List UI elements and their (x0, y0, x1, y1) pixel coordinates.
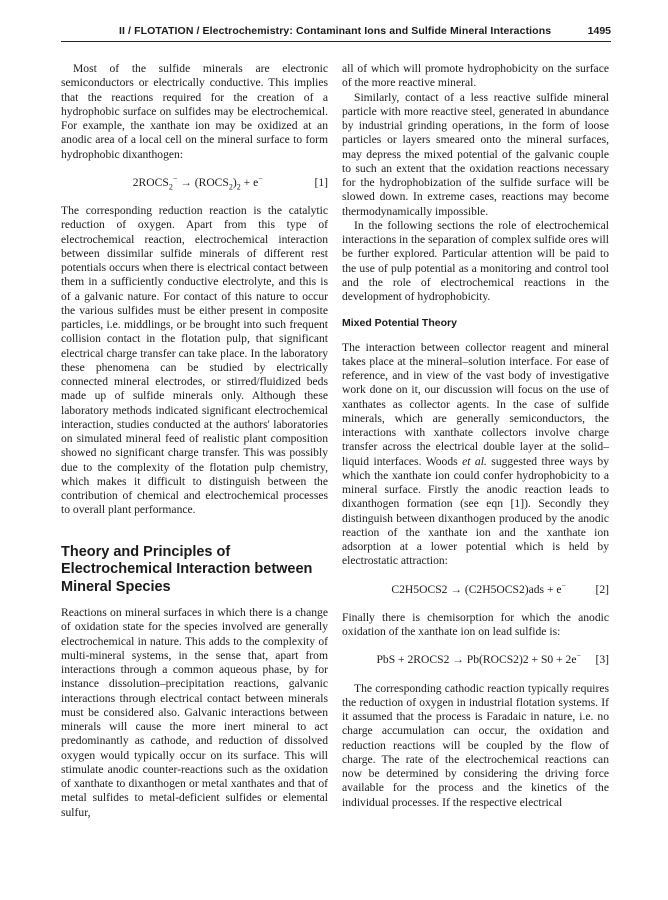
paragraph: Most of the sulfide minerals are electronic semiconductors or electrically conductive. This implies that the reactions required for the creation of a hydrophobic surface on sulfides may be electrochemical. For example, the xanthate ion may be oxidized at an anodic area of a local cell on the mineral surface to form hydrophobic dixanthogen: (61, 62, 328, 161)
eq2-text: C2H5OCS2 → (C2H5OCS2)ads + e (391, 582, 562, 596)
eq3-text: PbS + 2ROCS2 → Pb(ROCS2)2 + S0 + 2e (376, 653, 577, 667)
eq1-rhs: (ROCS (194, 175, 229, 189)
et-al: et al. (462, 454, 487, 468)
paragraph: Reactions on mineral surfaces in which there is a change of oxidation state for the species involved are generally electrochemical in nature. This adds to the complexity of multi-mineral systems, in the sense that, apart from interactions through a common aqueous phase, by for instance dissolution–precipitation reactions, galvanic interactions through electrical contact between minerals must be considered also. Galvanic interactions between minerals will cause the more inert mineral to act predominantly as cathode, and reduction of dissolved oxygen would typically occur on its surface. This will stimulate anodic counter-reactions such as the oxidation of xanthate to dixanthogen or metal xanthates and that of metal sulfides to metal-deficient sulfides or elemental sulfur, (61, 606, 328, 819)
paragraph: Finally there is chemisorption for which the anodic oxidation of the xanthate ion on lead sulfide is: (342, 610, 609, 638)
subsection-heading: Mixed Potential Theory (342, 317, 457, 330)
paragraph: The corresponding reduction reaction is the catalytic reduction of oxygen. Apart from this type of electrochemical reaction, electrochemical interaction between dissimilar sulfide minerals of different rest potentials occurs when there is electrical contact between them in a sufficiently conductive electrolyte, and this is of a galvanic nature. For contact of this nature to occur the various sulfides must be either present in composite particles, i.e. middlings, or be brought into such frequent collision contact in the flotation pulp, that significant electrical charge transfer can take place. In the laboratory these phenomena can be studied by electrically connected mineral electrodes, or stirred/fluidized beds made up of sulfide minerals only. Although these laboratory methods indicated significant electrochemical interaction, studies conducted at the authors' laboratories on simulated mineral feed of realistic plant composition showed no significant charge transfer. This was possibly due to the complexity of the flotation pulp chemistry, which makes it difficult to distinguish between the contribution of chemical and electrochemical processes to overall plant performance. (61, 204, 328, 517)
paragraph-part: suggested three ways by which the xanthate ion could confer hydrophobicity to a mineral surface. Firstly the anodic reaction leads to dixanthogen formation (see eqn [1]). Secondly they distinguish between dixanthogen produced by the anodic reaction of the xanthate ion and the xanthate ion adsorption at a lower potential which is held by electrostatic attraction: (342, 454, 609, 568)
equation-3-expression: PbS + 2ROCS2 → Pb(ROCS2)2 + S0 + 2e− (376, 651, 581, 667)
paragraph-part: The interaction between collector reagent and mineral takes place at the mineral–solution interface. For ease of reference, and in view of the vast body of investigative work done on it, our discussion will focus on the use of xanthates as collector agents. In the case of sulfide minerals, which are generally semiconductors, the interactions with xanthate collectors involve charge transfer across the electrical double layer at the solid–liquid interfaces. Woods (342, 340, 609, 468)
running-header (61, 25, 611, 43)
equation-2-expression: C2H5OCS2 → (C2H5OCS2)ads + e− (391, 580, 567, 596)
paragraph: The corresponding cathodic reaction typically requires the reduction of oxygen in industrial flotation systems. If it assumed that the process is Faradaic in nature, i.e. no charge accumulation can occur, the oxidation and reduction reactions will be coupled by the flow of charge. The rate of the electrochemical reactions can now be determined by considering the driving force available for the process and the kinetics of the individual processes. If the respective electrical (342, 681, 609, 809)
equation-2 (342, 580, 609, 597)
page-number: 1495 (587, 25, 611, 37)
equation-3-number: [3] (595, 653, 609, 667)
equation-1 (61, 173, 328, 192)
eq1-tail: + e (240, 175, 259, 189)
equation-1-expression: $2ROCS_2^-$ → $(ROCS_2)_2 + e^-$ (132, 173, 263, 192)
equation-1-number: [1] (314, 175, 328, 189)
paragraph: Similarly, contact of a less reactive sulfide mineral particle with more reactive steel, generated in abundance by industrial grinding operations, in the form of loose particles or layers smeared onto the mineral surfaces, may depress the mixed potential of the galvanic couple to such an extent that the oxidation reactions necessary for the hydrophobization of the sulfide surface will be slowed down. In extreme cases, reactions may become thermodynamically impossible. (342, 90, 609, 218)
eq1-lhs: 2ROCS (132, 175, 169, 189)
paragraph: In the following sections the role of electrochemical interactions in the separation of complex sulfide ores will be further explored. Particular attention will be paid to the use of pulp potential as a monitoring and control tool and the role of electrochemical reactions in the development of hydrophobicity. (342, 218, 609, 303)
equation-3 (342, 653, 609, 667)
equation-2-number: [2] (595, 582, 609, 596)
paragraph: all of which will promote hydrophobicity on the surface of the more reactive mineral. (342, 62, 609, 90)
header-title: II / FLOTATION / Electrochemistry: Contaminant Ions and Sulfide Mineral Interactions (119, 25, 552, 37)
left-column (61, 62, 328, 820)
section-heading: Theory and Principles of Electrochemical Interaction between Mineral Species (61, 543, 313, 595)
right-column (342, 62, 609, 810)
header-rule (61, 41, 611, 42)
paragraph (342, 341, 609, 569)
